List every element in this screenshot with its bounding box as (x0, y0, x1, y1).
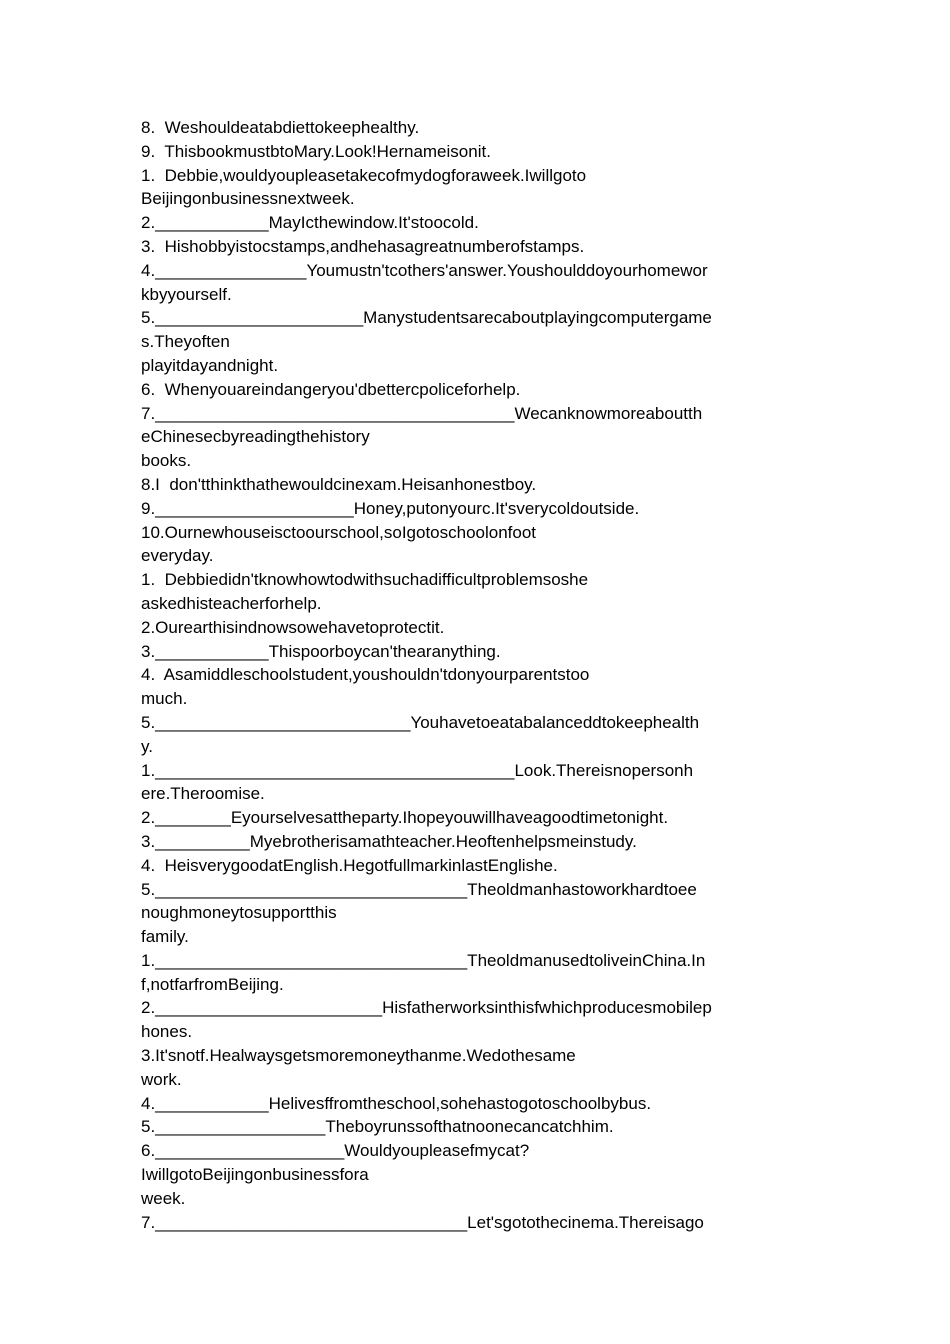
text-line: 4.____________Helivesffromtheschool,sohehastogotoschoolbybus. (141, 1093, 652, 1113)
text-line: 4. HeisverygoodatEnglish.HegotfullmarkinlastEnglishe. (141, 855, 558, 875)
text-line: 7.______________________________________Wecanknowmoreaboutth (141, 403, 703, 423)
text-line: y. (141, 736, 153, 756)
text-line: 6.____________________Wouldyoupleasefmycat? (141, 1141, 530, 1161)
text-line: 5.__________________Theboyrunssofthatnoonecancatchhim. (141, 1117, 614, 1137)
text-line: 3. Hishobbyistocstamps,andhehasagreatnumberofstamps. (141, 236, 585, 256)
text-line: 10.Ournewhouseisctoourschool,soIgotoschoolonfoot (141, 522, 537, 542)
text-line: 2.____________MayIcthewindow.It'stoocold. (141, 213, 479, 233)
text-line: 1._________________________________TheoldmanusedtoliveinChina.In (141, 950, 706, 970)
text-line: 6. Whenyouareindangeryou'dbettercpoliceforhelp. (141, 379, 521, 399)
text-line: 3.It'snotf.Healwaysgetsmoremoneythanme.Wedothesame (141, 1046, 576, 1066)
text-line: everyday. (141, 546, 214, 566)
text-line: Beijingonbusinessnextweek. (141, 189, 355, 209)
text-line: 8.I don'tthinkthathewouldcinexam.Heisanhonestboy. (141, 474, 537, 494)
text-line: ere.Theroomise. (141, 784, 265, 804)
text-line: 5.___________________________Youhavetoeatabalanceddtokeephealth (141, 712, 700, 732)
text-line: noughmoneytosupportthis (141, 903, 337, 923)
text-line: kbyyourself. (141, 284, 232, 304)
text-line: 3.____________Thispoorboycan'thearanything. (141, 641, 501, 661)
text-line: 1. Debbiedidn'tknowhowtodwithsuchadifficultproblemsoshe (141, 570, 589, 590)
text-line: week. (141, 1188, 186, 1208)
text-line: hones. (141, 1022, 193, 1042)
text-line: family. (141, 927, 189, 947)
text-line: 5.______________________Manystudentsarecaboutplayingcomputergame (141, 308, 712, 328)
text-line: eChinesecbyreadingthehistory (141, 427, 370, 447)
text-line: 2.________________________Hisfatherworksinthisfwhichproducesmobilep (141, 998, 712, 1018)
text-line: books. (141, 451, 192, 471)
text-line: 1.______________________________________Look.Thereisnopersonh (141, 760, 694, 780)
text-line: playitdayandnight. (141, 355, 279, 375)
text-line: 3.__________Myebrotherisamathteacher.Heoftenhelpsmeinstudy. (141, 831, 637, 851)
exercise-text (141, 116, 831, 1234)
text-line: 8. Weshouldeatabdiettokeephealthy. (141, 118, 420, 137)
text-line: s.Theyoften (141, 332, 230, 352)
text-line: 4. Asamiddleschoolstudent,youshouldn'tdonyourparentstoo (141, 665, 590, 685)
text-line: 2.________Eyourselvesattheparty.Ihopeyouwillhaveagoodtimetonight. (141, 808, 669, 828)
text-line: f,notfarfromBeijing. (141, 974, 284, 994)
text-line: askedhisteacherforhelp. (141, 593, 322, 613)
text-line: 1. Debbie,wouldyoupleasetakecofmydogforaweek.Iwillgoto (141, 165, 587, 185)
text-line: IwillgotoBeijingonbusinessfora (141, 1165, 369, 1185)
text-line: much. (141, 689, 188, 709)
text-line: 2.Ourearthisindnowsowehavetoprotectit. (141, 617, 445, 637)
text-line: 9. ThisbookmustbtoMary.Look!Hernameisonit. (141, 141, 491, 161)
text-line: 5._________________________________Theoldmanhastoworkhardtoee (141, 879, 697, 899)
text-line: 7._________________________________Let'sgotothecinema.Thereisago (141, 1212, 704, 1232)
text-line: 4.________________Youmustn'tcothers'answer.Youshoulddoyourhomewor (141, 260, 708, 280)
text-line: work. (141, 1069, 182, 1089)
text-line: 9._____________________Honey,putonyourc.It'sverycoldoutside. (141, 498, 640, 518)
